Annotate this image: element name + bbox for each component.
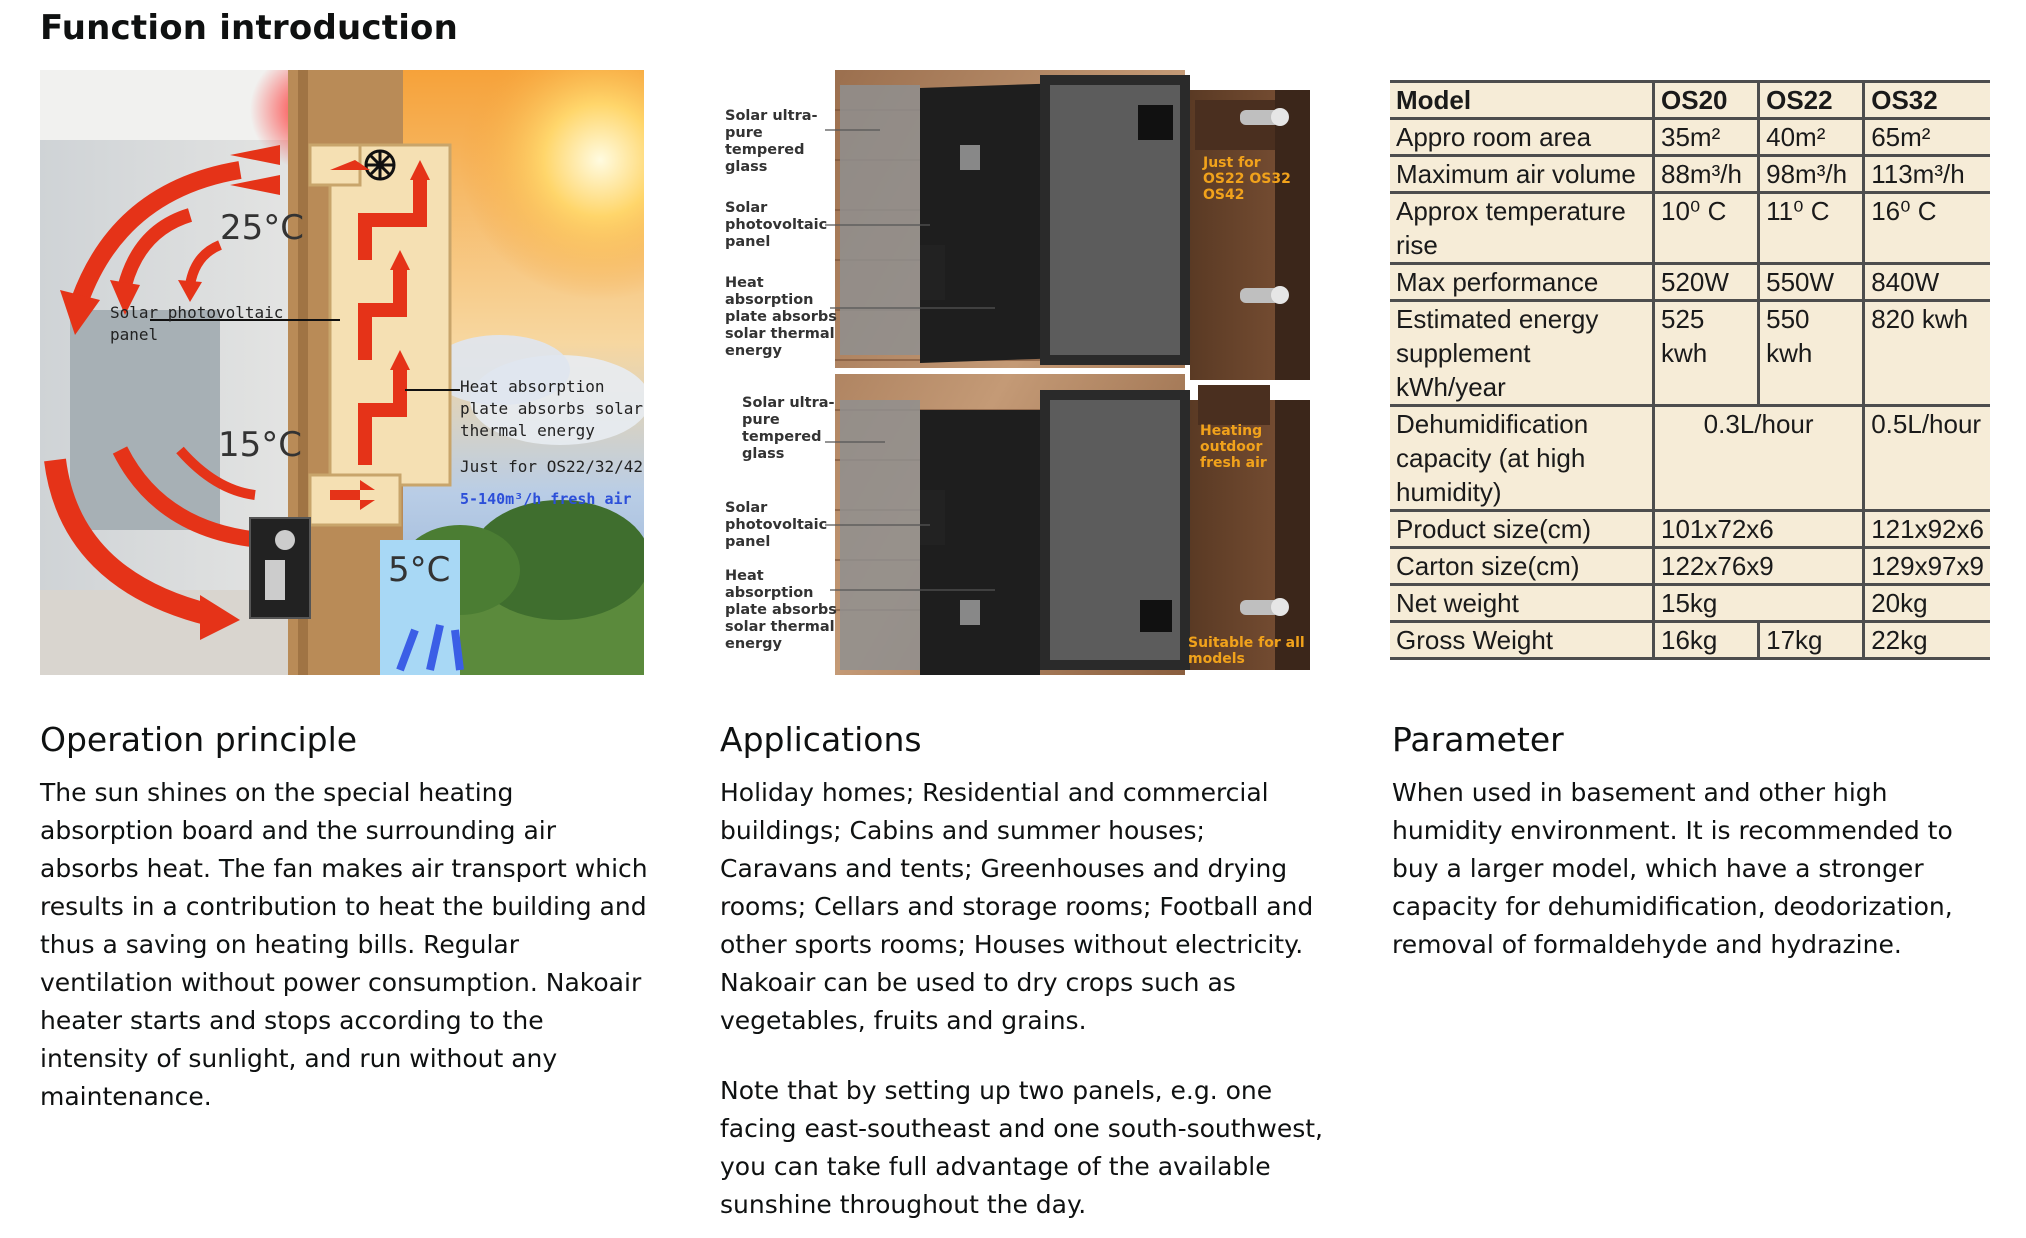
table-cell: Product size(cm) <box>1390 511 1654 548</box>
table-cell: OS22 <box>1759 82 1864 119</box>
table-cell: 840W <box>1864 264 1990 301</box>
table-cell: 35m² <box>1654 119 1759 156</box>
label-just-for: Just for OS22/32/42 <box>460 457 644 476</box>
table-cell: 11⁰ C <box>1759 193 1864 264</box>
table-row <box>1390 193 1990 264</box>
table-cell: Gross Weight <box>1390 622 1654 659</box>
operation-text: The sun shines on the special heating absorption board and the surrounding air absorbs heat. The fan makes air transport which results in a contribution to heat the building and thus a saving on heating bills. Regular ventilation without power consumption. Nakoair heater starts and stops according to the intensity of sunlight, and run without any maintenance. <box>40 778 648 1111</box>
table-cell: 550 kwh <box>1759 301 1864 406</box>
operation-principle-image <box>40 70 644 675</box>
table-cell: Carton size(cm) <box>1390 548 1654 585</box>
applications-image <box>720 70 1340 675</box>
table-cell: 520W <box>1654 264 1759 301</box>
applications-text: Holiday homes; Residential and commercial buildings; Cabins and summer houses; Caravans and tents; Greenhouses and drying rooms; Cellars and storage rooms; Football and other sports rooms; Houses without electricity. Nakoair can be used to dry crops such as vegetables, fruits and grains. <box>720 778 1314 1035</box>
table-cell: Model <box>1390 82 1654 119</box>
table-row <box>1390 511 1990 548</box>
table-cell: Dehumidification capacity (at high humidity) <box>1390 406 1654 511</box>
app-label-pv-2: Solar photovoltaic panel <box>725 500 828 550</box>
table-cell: 16kg <box>1654 622 1759 659</box>
table-cell: OS20 <box>1654 82 1759 119</box>
app-side-label-heating: Heating outdoor fresh air <box>1200 423 1267 471</box>
table-cell: Approx temperature rise <box>1390 193 1654 264</box>
operation-column <box>40 70 650 1111</box>
app-side-label-suitable: Suitable for all models <box>1188 635 1305 667</box>
table-cell: Estimated energy supplement kWh/year <box>1390 301 1654 406</box>
table-cell: 98m³/h <box>1759 156 1864 193</box>
parameter-title: Parameter <box>1392 720 1564 759</box>
table-cell: 88m³/h <box>1654 156 1759 193</box>
table-row <box>1390 406 1990 511</box>
table-cell: 550W <box>1759 264 1864 301</box>
table-row <box>1390 264 1990 301</box>
app-label-glass-1: Solar ultra-pure tempered glass <box>725 108 818 175</box>
table-row <box>1390 585 1990 622</box>
table-cell: Net weight <box>1390 585 1654 622</box>
table-cell: 40m² <box>1759 119 1864 156</box>
table-cell: Max performance <box>1390 264 1654 301</box>
table-row <box>1390 156 1990 193</box>
parameter-text: When used in basement and other high humidity environment. It is recommended to buy a larger model, which have a stronger capacity for dehumidification, deodorization, removal of formaldehyde and hydrazine. <box>1392 778 1953 959</box>
table-cell: 525 kwh <box>1654 301 1759 406</box>
table-cell: OS32 <box>1864 82 1990 119</box>
applications-title: Applications <box>720 720 922 759</box>
parameter-table <box>1390 80 1990 660</box>
label-heat-absorption: Heat absorption plate absorbs solar thermal energy <box>460 377 644 440</box>
label-solar-panel: Solar photovoltaic panel <box>110 303 284 344</box>
table-cell: 0.5L/hour <box>1864 406 1990 511</box>
table-row <box>1390 119 1990 156</box>
parameter-table-image <box>1390 70 2000 675</box>
temp-mid: 15°C <box>218 425 303 465</box>
temp-bottom: 5°C <box>388 550 451 590</box>
parameter-column <box>1390 70 2000 959</box>
table-cell: 820 kwh <box>1864 301 1990 406</box>
table-cell: 101x72x6 <box>1654 511 1864 548</box>
app-label-heat-1: Heat absorption plate absorbs solar thermal energy <box>725 275 837 359</box>
temp-top: 25°C <box>220 208 305 248</box>
table-cell: Maximum air volume <box>1390 156 1654 193</box>
table-cell: 121x92x6 <box>1864 511 1990 548</box>
app-side-label-just-for: Just for OS22 OS32 OS42 <box>1203 155 1291 203</box>
table-cell: 0.3L/hour <box>1654 406 1864 511</box>
operation-title: Operation principle <box>40 720 358 759</box>
table-cell: 129x97x9 <box>1864 548 1990 585</box>
app-label-glass-2: Solar ultra-pure tempered glass <box>742 395 835 462</box>
table-cell: 17kg <box>1759 622 1864 659</box>
table-cell: 20kg <box>1864 585 1990 622</box>
app-label-pv-1: Solar photovoltaic panel <box>725 200 828 250</box>
applications-column <box>720 70 1340 1219</box>
page-title: Function introduction <box>40 8 459 48</box>
table-cell: 22kg <box>1864 622 1990 659</box>
table-cell: 10⁰ C <box>1654 193 1759 264</box>
app-label-heat-2: Heat absorption plate absorbs solar thermal energy <box>725 568 837 652</box>
table-cell: 16⁰ C <box>1864 193 1990 264</box>
label-fresh-air: 5-140m³/h fresh air <box>460 490 632 508</box>
applications-note: Note that by setting up two panels, e.g. one facing east-southeast and one south-southwest, you can take full advantage of the available sunshine throughout the day. <box>720 1076 1324 1219</box>
table-row <box>1390 548 1990 585</box>
table-cell: 65m² <box>1864 119 1990 156</box>
table-cell: 122x76x9 <box>1654 548 1864 585</box>
table-row <box>1390 301 1990 406</box>
table-row <box>1390 622 1990 659</box>
table-cell: 15kg <box>1654 585 1864 622</box>
table-row <box>1390 82 1990 119</box>
table-cell: Appro room area <box>1390 119 1654 156</box>
table-cell: 113m³/h <box>1864 156 1990 193</box>
